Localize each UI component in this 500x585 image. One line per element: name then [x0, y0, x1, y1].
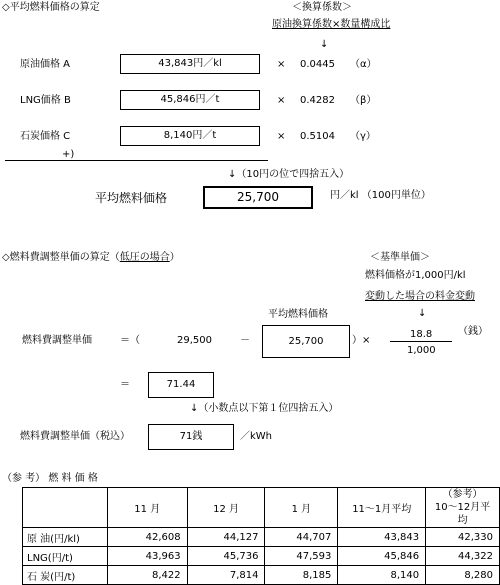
- lng-price-box: [120, 90, 260, 110]
- coef-note: ＜換算係数＞: [292, 2, 352, 13]
- crude-price-value: 43,843円／kl: [158, 58, 222, 69]
- table-header-row: [23, 488, 500, 528]
- round-note-2: ↓（小数点以下第１位四捨五入）: [190, 403, 339, 414]
- table-cell: 42,608: [107, 528, 187, 547]
- close-times: ）×: [352, 335, 371, 346]
- table-cell: 43,843: [338, 528, 426, 547]
- coal-coef: 0.5104: [300, 131, 335, 142]
- avg-fuel-price-label: 平均燃料価格: [95, 191, 168, 205]
- reference-title: （参 考） 燃 料 価 格: [2, 473, 98, 484]
- fraction-bar: [390, 341, 452, 342]
- down-arrow-icon: ↓: [418, 308, 427, 319]
- plus-sign: +): [62, 149, 75, 160]
- row-label: 石 炭(円/t): [23, 566, 108, 585]
- crude-price-box: [120, 54, 260, 74]
- section1-heading: ◇平均燃料価格の算定: [2, 2, 100, 13]
- avg-fuel-price-box-2: [262, 325, 350, 358]
- table-header-ref: （参考）: [442, 489, 483, 500]
- times-sign: ×: [277, 131, 286, 142]
- table-header-cell: 11～1月平均: [338, 488, 426, 528]
- lng-price-value: 45,846円／t: [160, 94, 220, 105]
- result-box: [148, 372, 214, 398]
- table-row: [23, 547, 500, 566]
- table-cell: 8,422: [107, 566, 187, 585]
- coef-formula: 原油換算係数×数量構成比: [272, 19, 391, 30]
- table-cell: 42,330: [426, 528, 500, 547]
- table-cell: 8,280: [426, 566, 500, 585]
- table-cell: 47,593: [265, 547, 338, 566]
- table-cell: 45,736: [187, 547, 265, 566]
- avg-fuel-price-unit: 円／kl （100円単位）: [330, 190, 431, 201]
- row-label: 原 油(円/kl): [23, 528, 108, 547]
- coal-price-value: 8,140円／t: [163, 130, 217, 141]
- beta-symbol: （β）: [350, 95, 377, 106]
- section2-heading-underlined: 低圧の場合: [119, 252, 170, 263]
- tax-included-value: 71銭: [179, 431, 203, 442]
- lng-coef: 0.4282: [300, 95, 335, 106]
- base-price-line2: 変動した場合の料金変動: [365, 291, 475, 302]
- down-arrow-icon: ↓: [320, 39, 329, 50]
- table-cell: 7,814: [187, 566, 265, 585]
- adjustment-unit-label: 燃料費調整単価: [22, 335, 92, 346]
- tax-included-unit: ／kWh: [240, 431, 273, 442]
- table-header-ref-period: 10～12月平均: [434, 502, 491, 526]
- table-cell: 43,963: [107, 547, 187, 566]
- tax-included-label: 燃料費調整単価（税込）: [20, 431, 130, 442]
- table-row: [23, 528, 500, 547]
- avg-fuel-price-value-2: 25,700: [288, 336, 324, 347]
- table-header-cell: 12 月: [187, 488, 265, 528]
- lng-price-label: LNG価格 B: [20, 95, 71, 106]
- table-cell: 44,127: [187, 528, 265, 547]
- table-row: [23, 566, 500, 585]
- table-header-cell: [23, 488, 108, 528]
- coal-price-box: [120, 126, 260, 146]
- section2-heading-text: ◇燃料費調整単価の算定（: [2, 252, 120, 263]
- sen-unit: （銭）: [458, 326, 488, 337]
- minus-sign: －: [240, 335, 250, 346]
- avg-fuel-price-caption: 平均燃料価格: [268, 309, 328, 320]
- avg-fuel-price-value: 25,700: [237, 190, 279, 204]
- avg-fuel-price-box: [203, 186, 313, 209]
- gamma-symbol: （γ）: [350, 131, 376, 142]
- equals-sign: ＝: [120, 379, 130, 390]
- times-sign: ×: [277, 59, 286, 70]
- equals-open: ＝（: [120, 335, 140, 346]
- table-cell: 8,140: [338, 566, 426, 585]
- section2-heading-close: ）: [169, 252, 180, 263]
- times-sign: ×: [277, 95, 286, 106]
- base-fuel-price: 29,500: [177, 335, 212, 346]
- table-cell: 8,185: [265, 566, 338, 585]
- crude-coef: 0.0445: [300, 59, 335, 70]
- table-cell: 44,707: [265, 528, 338, 547]
- table-header-cell: 1 月: [265, 488, 338, 528]
- section2-heading: [2, 253, 180, 263]
- round-note-1: ↓（10円の位で四捨五入）: [228, 169, 350, 180]
- reference-table: [22, 487, 500, 585]
- coal-price-label: 石炭価格 C: [20, 131, 71, 142]
- fraction-denominator: 1,000: [407, 345, 436, 356]
- alpha-symbol: （α）: [350, 59, 377, 70]
- table-cell: 45,846: [338, 547, 426, 566]
- table-cell: 44,322: [426, 547, 500, 566]
- row-label: LNG(円/t): [23, 547, 108, 566]
- table-header-cell: 11 月: [107, 488, 187, 528]
- base-price-note: ＜基準単価＞: [370, 252, 430, 263]
- table-header-cell: [426, 488, 500, 528]
- sum-line: [5, 160, 268, 161]
- result-value: 71.44: [166, 379, 196, 390]
- crude-price-label: 原油価格 A: [20, 59, 71, 70]
- fraction-numerator: 18.8: [410, 329, 433, 340]
- base-price-line1: 燃料価格が1,000円/kl: [365, 270, 466, 281]
- tax-included-box: [148, 424, 234, 450]
